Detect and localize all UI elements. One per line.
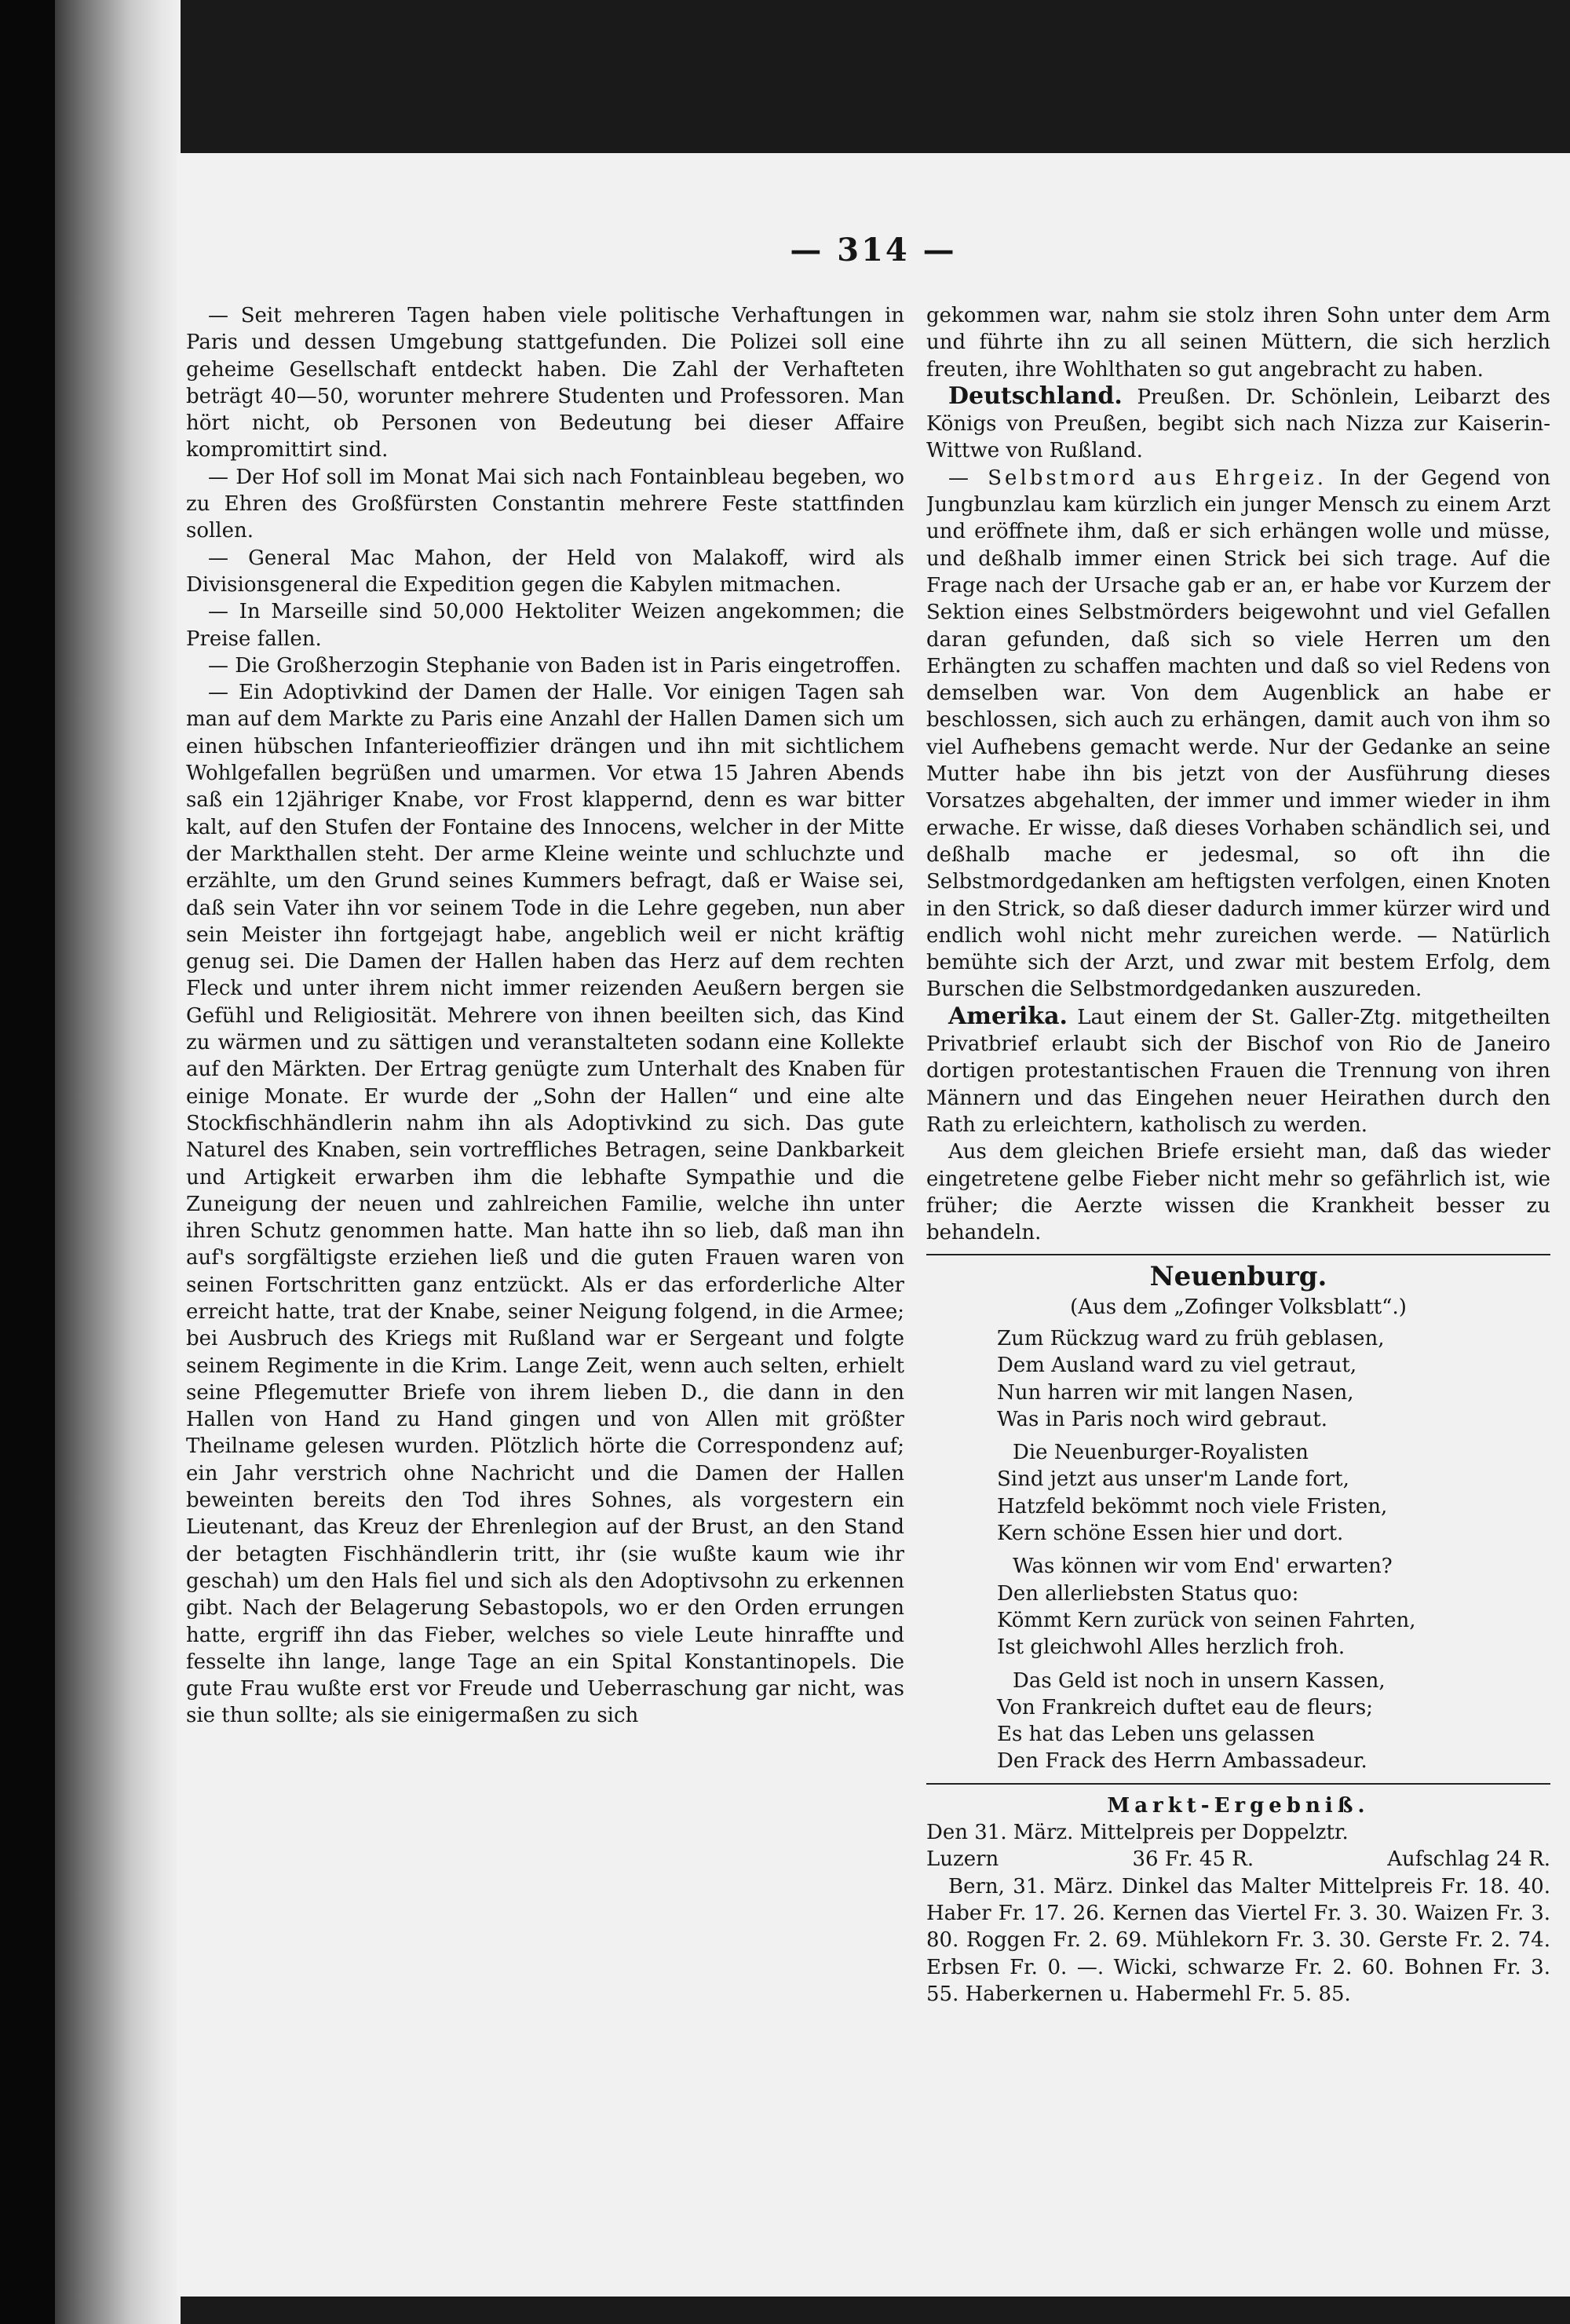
poem-line: Das Geld ist noch in unsern Kassen, (1013, 1668, 1386, 1693)
poem-line: Zum Rückzug ward zu früh geblasen, (997, 1326, 1385, 1350)
poem-line: Kern schöne Essen hier und dort. (997, 1522, 1344, 1546)
article-mac-mahon: — General Mac Mahon, der Held von Malakoff, wird als Divisionsgeneral die Expedition gegen die Kabylen mitmachen. (186, 546, 904, 597)
right-column (926, 302, 1550, 2257)
poem-line: Es hat das Leben uns gelassen (997, 1723, 1315, 1747)
article-adoptivkind: — Ein Adoptivkind der Damen der Halle. Vor einigen Tagen sah man auf dem Markte zu Paris eine Anzahl der Hallen Damen sich um einen hübschen Infanterieoffizier drängen und ihn mit sichtlichem Wohlgefallen begrüßen und umarmen. Vor etwa 15 Jahren Abends saß ein 12jähriger Knabe, vor Frost klappernd, denn es war bitter kalt, auf den Stufen der Fontaine des Innocens, welcher in der Mitte der Markthallen steht. Der arme Kleine weinte und schluchzte und erzählte, um den Grund seines Kummers befragt, daß er Waise sei, daß sein Vater ihn vor seinem Tode in die Lehre gegeben, nun aber sein Meister ihn fortgejagt habe, angeblich weil er nicht kräftig genug sei. Die Damen der Hallen haben das Herz auf dem rechten Fleck und unter ihrem nicht immer reizenden Aeußern bergen sie Gefühl und Religiosität. Mehrere von ihnen beeilten sich, das Kind zu wärmen und zu sättigen und veranstalteten sodann eine Kollekte auf den Märkten. Der Ertrag genügte zum Unterhalt des Knaben für einige Monate. Er wurde der „Sohn der Hallen“ und eine alte Stockfischhändlerin nahm ihn als Adoptivkind zu sich. Das gute Naturel des Knaben, sein vortreffliches Betragen, seine Dankbarkeit und Artigkeit erwarben ihm die lebhafte Sympathie und die Zuneigung der neuen und zahlreichen Familie, welche ihn unter ihren Schutz genommen hatte. Man hatte ihn so lieb, daß man ihn auf's sorgfältigste erziehen ließ und die guten Frauen waren von seinen Fortschritten ganz entzückt. Als er das erforderliche Alter erreicht hatte, trat der Knabe, seiner Neigung folgend, in die Armee; bei Ausbruch des Kriegs mit Rußland war er Sergeant und folgte seinem Regimente in die Krim. Lange Zeit, wenn auch selten, erhielt seine Pflegemutter Briefe von ihrem lieben D., die dann in den Hallen von Hand zu Hand gingen und von Allen mit größter Theilname gelesen wurden. Plötzlich hörte die Correspondenz auf; ein Jahr verstrich ohne Nachricht und die Damen der Hallen beweinten bereits den Tod ihres Sohnes, als vorgestern ein Lieutenant, das Kreuz der Ehrenlegion auf der Brust, an den Stand der betagten Fischhändlerin tritt, ihr (sie wußte kaum wie ihr geschah) um den Hals fiel und sich als den Adoptivsohn zu erkennen gibt. Nach der Belagerung Sebastopols, wo er den Orden errungen hatte, ergriff ihn das Fieber, welches so viele Leute hinraffte und fesselte ihn lange, lange Tage an ein Spital Konstantinopels. Die gute Frau wußte erst vor Freude und Ueberraschung gar nicht, was sie thun sollte; als sie einigermaßen zu sich (186, 681, 904, 1728)
poem-title: Neuenburg. (1149, 1261, 1327, 1293)
poem-line: Dem Ausland ward zu viel getraut, (997, 1354, 1357, 1378)
article-deutschland (926, 383, 1550, 465)
poem-stanza (997, 1325, 1550, 1433)
section-head-amerika: Amerika. (948, 1002, 1068, 1030)
article-arrests: — Seit mehreren Tagen haben viele politische Verhaftungen in Paris und dessen Umgebung stattgefunden. Die Polizei soll eine geheime Gesellschaft entdeckt haben. Die Zahl der Verhafteten beträgt 40—50, worunter mehrere Studenten und Professoren. Man hört nicht, ob Personen von Bedeutung bei dieser Affaire kompromittirt sind. (186, 304, 904, 462)
page-number: — 314 — (790, 232, 957, 269)
poem-line: Hatzfeld bekömmt noch viele Fristen, (997, 1494, 1388, 1518)
article-selbstmord (926, 465, 1550, 1003)
market-heading: Markt-Ergebniß. (1107, 1793, 1370, 1818)
poem-line: Nun harren wir mit langen Nasen, (997, 1380, 1354, 1405)
market-bern: Bern, 31. März. Dinkel das Malter Mittelpreis Fr. 18. 40. Haber Fr. 17. 26. Kernen das Viertel Fr. 3. 30. Waizen Fr. 3. 80. Roggen Fr. 2. 69. Mühlekorn Fr. 3. 30. Gerste Fr. 2. 74. Erbsen Fr. 0. —. Wicki, schwarze Fr. 2. 60. Bohnen Fr. 3. 55. Haberkernen u. Habermehl Fr. 5. 85. (926, 1874, 1550, 2006)
poem-line: Von Frankreich duftet eau de fleurs; (997, 1695, 1373, 1719)
article-stephanie: — Die Großherzogin Stephanie von Baden ist in Paris eingetroffen. (208, 653, 902, 678)
divider-rule (926, 1783, 1550, 1785)
divider-rule (926, 1254, 1550, 1255)
poem-line: Ist gleichwohl Alles herzlich froh. (997, 1635, 1345, 1660)
poem-line: Kömmt Kern zurück von seinen Fahrten, (997, 1608, 1416, 1632)
amerika-text: Laut einem der St. Galler-Ztg. mitgetheilten Privatbrief erlaubt sich der Bischof von Rio de Janeiro dortigen protestantischen Frauen die Trennung von ihren Männern und das Eingehen neuer Heirathen durch den Rath zu erleichtern, katholisch zu werden. (926, 1005, 1550, 1137)
article-marseille: — In Marseille sind 50,000 Hektoliter Weizen angekommen; die Preise fallen. (186, 600, 904, 651)
market-change: Aufschlag 24 R. (1387, 1847, 1550, 1872)
book-spine (0, 0, 55, 2324)
market-luzern-row (926, 1846, 1550, 1873)
deutschland-text: Preußen. Dr. Schönlein, Leibarzt des Königs von Preußen, begibt sich nach Nizza zur Kaiserin-Wittwe von Rußland. (926, 385, 1550, 463)
poem-line: Was in Paris noch wird gebraut. (997, 1407, 1328, 1431)
page-edge-shadow (55, 0, 181, 2324)
left-column (186, 302, 904, 2257)
poem-line: Den Frack des Herrn Ambassadeur. (997, 1749, 1367, 1774)
poem-line: Die Neuenburger-Royalisten (1013, 1441, 1309, 1465)
article-amerika (926, 1003, 1550, 1138)
poem-subtitle: (Aus dem „Zofinger Volksblatt“.) (1070, 1295, 1407, 1319)
market-place: Luzern (926, 1847, 999, 1872)
poem-stanza (997, 1553, 1550, 1661)
poem-stanza (997, 1439, 1550, 1547)
market-date-line: Den 31. März. Mittelpreis per Doppelztr. (926, 1821, 1349, 1845)
poem-line: Sind jetzt aus unser'm Lande fort, (997, 1467, 1349, 1492)
section-head-deutschland: Deutschland. (948, 382, 1123, 410)
article-amerika-2: Aus dem gleichen Briefe ersieht man, daß das wieder eingetretene gelbe Fieber nicht mehr so gefährlich ist, wie früher; die Aerzte wissen die Krankheit besser zu behandeln. (926, 1140, 1550, 1245)
newspaper-page (177, 153, 1570, 2297)
article-court: — Der Hof soll im Monat Mai sich nach Fontainbleau begeben, wo zu Ehren des Großfürsten Constantin mehrere Feste stattfinden sollen. (186, 465, 904, 543)
selbstmord-text: In der Gegend von Jungbunzlau kam kürzlich ein junger Mensch zu einem Arzt und eröffnete ihm, daß er sich erhängen wolle und müsse, und deßhalb immer einen Strick bei sich trage. Auf die Frage nach der Ursache gab er an, er habe vor Kurzem der Sektion eines Selbstmörders beigewohnt und viel Gefallen daran gefunden, daß sich so viele Herren um den Erhängten zu schaffen machten und daß so viel Redens von demselben war. Von dem Augenblick an habe er beschlossen, sich auch zu erhängen, damit auch von ihm so viel Aufhebens gemacht werde. Nur der Gedanke an seine Mutter habe ihn bis jetzt von der Ausführung dieses Vorsatzes abgehalten, der immer und immer wieder in ihm erwache. Er wisse, daß dieses Vorhaben schändlich sei, und deßhalb mache er jedesmal, so oft ihn die Selbstmordgedanken am heftigsten verfolgen, einen Knoten in den Strick, so daß dieser dadurch immer kürzer wird und endlich wohl nicht mehr zureichen werde. — Natürlich bemühte sich der Arzt, und zwar mit bestem Erfolg, dem Burschen die Selbstmordgedanken auszureden. (926, 466, 1550, 1002)
market-price: 36 Fr. 45 R. (1132, 1847, 1254, 1872)
poem-line: Den allerliebsten Status quo: (997, 1581, 1299, 1606)
article-continuation: gekommen war, nahm sie stolz ihren Sohn unter dem Arm und führte ihn zu all seinen Müttern, die sich herzlich freuten, ihre Wohlthaten so gut angebracht zu haben. (926, 304, 1550, 382)
selbstmord-head: — Selbstmord aus Ehrgeiz. (948, 466, 1327, 490)
poem-stanza (997, 1668, 1550, 1775)
poem-line: Was können wir vom End' erwarten? (1013, 1555, 1393, 1579)
